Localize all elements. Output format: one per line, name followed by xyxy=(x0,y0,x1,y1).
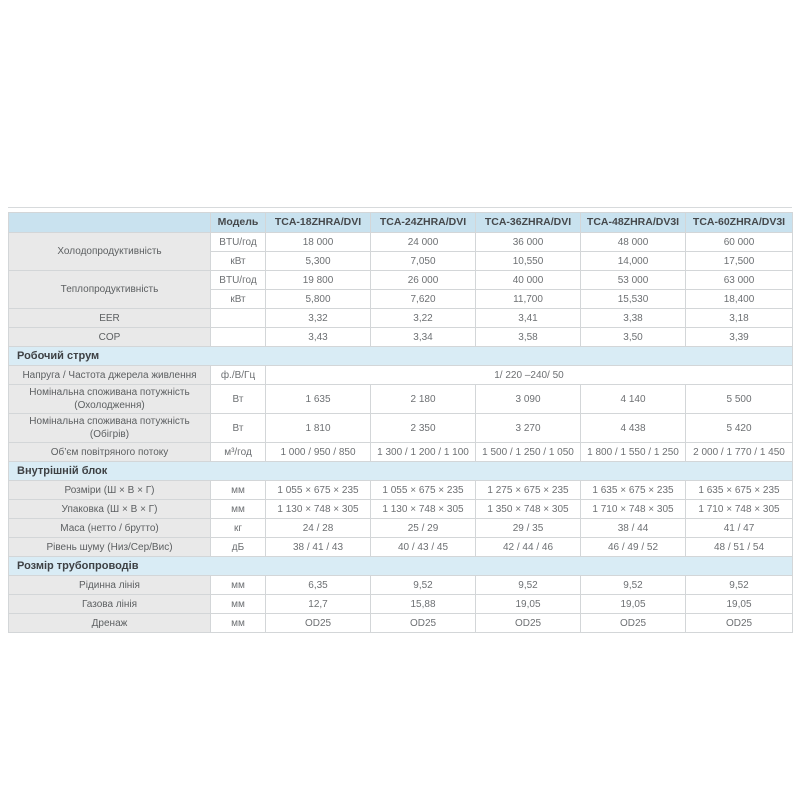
model-name: TCA-48ZHRA/DV3I xyxy=(581,213,686,233)
value-cell: 5,300 xyxy=(266,252,371,271)
value-cell: 3,58 xyxy=(476,328,581,347)
model-header-label: Модель xyxy=(211,213,266,233)
spec-row xyxy=(9,595,793,614)
header-corner-cell xyxy=(9,213,211,233)
value-cell: OD25 xyxy=(581,614,686,633)
spec-row xyxy=(9,443,793,462)
value-cell: 15,530 xyxy=(581,290,686,309)
spec-row xyxy=(9,271,793,290)
spec-row xyxy=(9,519,793,538)
value-cell: 5 420 xyxy=(686,414,793,443)
value-cell: 1 800 / 1 550 / 1 250 xyxy=(581,443,686,462)
value-cell: 2 000 / 1 770 / 1 450 xyxy=(686,443,793,462)
section-row xyxy=(9,347,793,366)
spec-row xyxy=(9,233,793,252)
value-cell: 17,500 xyxy=(686,252,793,271)
unit-cell: мм xyxy=(211,595,266,614)
value-cell: 3,50 xyxy=(581,328,686,347)
value-cell: 60 000 xyxy=(686,233,793,252)
value-cell: 3,18 xyxy=(686,309,793,328)
value-cell: 19 800 xyxy=(266,271,371,290)
value-cell: 40 / 43 / 45 xyxy=(371,538,476,557)
value-cell: 3,34 xyxy=(371,328,476,347)
spec-label: Теплопродуктивність xyxy=(9,271,211,309)
value-cell: 15,88 xyxy=(371,595,476,614)
value-cell: 1 055 × 675 × 235 xyxy=(266,481,371,500)
unit-cell: мм xyxy=(211,614,266,633)
model-name: TCA-18ZHRA/DVI xyxy=(266,213,371,233)
value-cell: 1 635 × 675 × 235 xyxy=(581,481,686,500)
spec-row xyxy=(9,366,793,385)
spec-label: Рідинна лінія xyxy=(9,576,211,595)
value-cell: 2 180 xyxy=(371,385,476,414)
value-cell: 5,800 xyxy=(266,290,371,309)
value-cell: 1 500 / 1 250 / 1 050 xyxy=(476,443,581,462)
value-cell: 1 710 × 748 × 305 xyxy=(581,500,686,519)
spec-label: Об’єм повітряного потоку xyxy=(9,443,211,462)
value-cell: 2 350 xyxy=(371,414,476,443)
value-cell: OD25 xyxy=(266,614,371,633)
value-cell: 3 090 xyxy=(476,385,581,414)
unit-cell: м³/год xyxy=(211,443,266,462)
value-cell: 3,41 xyxy=(476,309,581,328)
spec-label: Розміри (Ш × В × Г) xyxy=(9,481,211,500)
spec-label: Упаковка (Ш × В × Г) xyxy=(9,500,211,519)
table-header-row xyxy=(9,213,793,233)
value-cell: 18,400 xyxy=(686,290,793,309)
value-cell: 19,05 xyxy=(581,595,686,614)
value-cell: 3,38 xyxy=(581,309,686,328)
spec-row xyxy=(9,385,793,414)
value-cell: 1 000 / 950 / 850 xyxy=(266,443,371,462)
spec-row xyxy=(9,328,793,347)
value-cell: 1 130 × 748 × 305 xyxy=(266,500,371,519)
spec-label: Газова лінія xyxy=(9,595,211,614)
value-cell: 42 / 44 / 46 xyxy=(476,538,581,557)
unit-cell xyxy=(211,328,266,347)
value-cell: 19,05 xyxy=(476,595,581,614)
value-cell: 24 000 xyxy=(371,233,476,252)
value-cell: 40 000 xyxy=(476,271,581,290)
section-row xyxy=(9,557,793,576)
value-cell: 63 000 xyxy=(686,271,793,290)
section-header: Розмір трубопроводів xyxy=(9,557,793,576)
value-cell: 3,39 xyxy=(686,328,793,347)
spec-label: Напруга / Частота джерела живлення xyxy=(9,366,211,385)
section-row xyxy=(9,462,793,481)
section-header: Робочий струм xyxy=(9,347,793,366)
value-cell: 10,550 xyxy=(476,252,581,271)
value-cell: 38 / 41 / 43 xyxy=(266,538,371,557)
value-cell: 4 438 xyxy=(581,414,686,443)
value-cell: 1 810 xyxy=(266,414,371,443)
value-cell: 48 000 xyxy=(581,233,686,252)
value-cell: 29 / 35 xyxy=(476,519,581,538)
value-cell: 25 / 29 xyxy=(371,519,476,538)
spec-label: Рівень шуму (Низ/Сер/Вис) xyxy=(9,538,211,557)
spec-table-body xyxy=(9,213,793,633)
value-cell: 1 275 × 675 × 235 xyxy=(476,481,581,500)
spec-label: Номінальна споживана потужність (Охолодження) xyxy=(9,385,211,414)
value-cell: 12,7 xyxy=(266,595,371,614)
spec-row xyxy=(9,481,793,500)
model-name: TCA-36ZHRA/DVI xyxy=(476,213,581,233)
value-cell: 14,000 xyxy=(581,252,686,271)
unit-cell: кВт xyxy=(211,252,266,271)
unit-cell xyxy=(211,309,266,328)
value-cell: 1 130 × 748 × 305 xyxy=(371,500,476,519)
section-header: Внутрішній блок xyxy=(9,462,793,481)
unit-cell: кВт xyxy=(211,290,266,309)
value-cell: 9,52 xyxy=(686,576,793,595)
value-cell: 41 / 47 xyxy=(686,519,793,538)
spec-row xyxy=(9,500,793,519)
spec-label: Холодопродуктивність xyxy=(9,233,211,271)
value-cell: 18 000 xyxy=(266,233,371,252)
value-cell: 1 635 × 675 × 235 xyxy=(686,481,793,500)
value-cell: OD25 xyxy=(476,614,581,633)
value-cell-span: 1/ 220 –240/ 50 xyxy=(266,366,793,385)
unit-cell: ф./В/Гц xyxy=(211,366,266,385)
top-divider xyxy=(8,207,792,208)
unit-cell: мм xyxy=(211,481,266,500)
value-cell: 1 635 xyxy=(266,385,371,414)
value-cell: 3 270 xyxy=(476,414,581,443)
value-cell: 1 710 × 748 × 305 xyxy=(686,500,793,519)
value-cell: 11,700 xyxy=(476,290,581,309)
unit-cell: BTU/год xyxy=(211,271,266,290)
unit-cell: BTU/год xyxy=(211,233,266,252)
value-cell: 1 055 × 675 × 235 xyxy=(371,481,476,500)
spec-label: Маса (нетто / брутто) xyxy=(9,519,211,538)
value-cell: 38 / 44 xyxy=(581,519,686,538)
value-cell: 48 / 51 / 54 xyxy=(686,538,793,557)
spec-label: Дренаж xyxy=(9,614,211,633)
value-cell: 46 / 49 / 52 xyxy=(581,538,686,557)
value-cell: 4 140 xyxy=(581,385,686,414)
unit-cell: мм xyxy=(211,500,266,519)
spec-label: EER xyxy=(9,309,211,328)
unit-cell: дБ xyxy=(211,538,266,557)
unit-cell: кг xyxy=(211,519,266,538)
model-name: TCA-60ZHRA/DV3I xyxy=(686,213,793,233)
unit-cell: Вт xyxy=(211,414,266,443)
value-cell: 7,620 xyxy=(371,290,476,309)
value-cell: 3,22 xyxy=(371,309,476,328)
spec-row xyxy=(9,576,793,595)
value-cell: 9,52 xyxy=(581,576,686,595)
spec-label: COP xyxy=(9,328,211,347)
value-cell: 3,32 xyxy=(266,309,371,328)
value-cell: 19,05 xyxy=(686,595,793,614)
value-cell: 3,43 xyxy=(266,328,371,347)
value-cell: 5 500 xyxy=(686,385,793,414)
value-cell: 26 000 xyxy=(371,271,476,290)
value-cell: 9,52 xyxy=(476,576,581,595)
value-cell: 1 300 / 1 200 / 1 100 xyxy=(371,443,476,462)
value-cell: 6,35 xyxy=(266,576,371,595)
value-cell: 24 / 28 xyxy=(266,519,371,538)
spec-label: Номінальна споживана потужність (Обігрів) xyxy=(9,414,211,443)
value-cell: OD25 xyxy=(686,614,793,633)
model-name: TCA-24ZHRA/DVI xyxy=(371,213,476,233)
spec-row xyxy=(9,538,793,557)
spec-table xyxy=(8,212,793,633)
value-cell: 53 000 xyxy=(581,271,686,290)
value-cell: 9,52 xyxy=(371,576,476,595)
value-cell: 1 350 × 748 × 305 xyxy=(476,500,581,519)
value-cell: OD25 xyxy=(371,614,476,633)
value-cell: 7,050 xyxy=(371,252,476,271)
spec-row xyxy=(9,614,793,633)
unit-cell: мм xyxy=(211,576,266,595)
value-cell: 36 000 xyxy=(476,233,581,252)
unit-cell: Вт xyxy=(211,385,266,414)
spec-row xyxy=(9,414,793,443)
spec-row xyxy=(9,309,793,328)
